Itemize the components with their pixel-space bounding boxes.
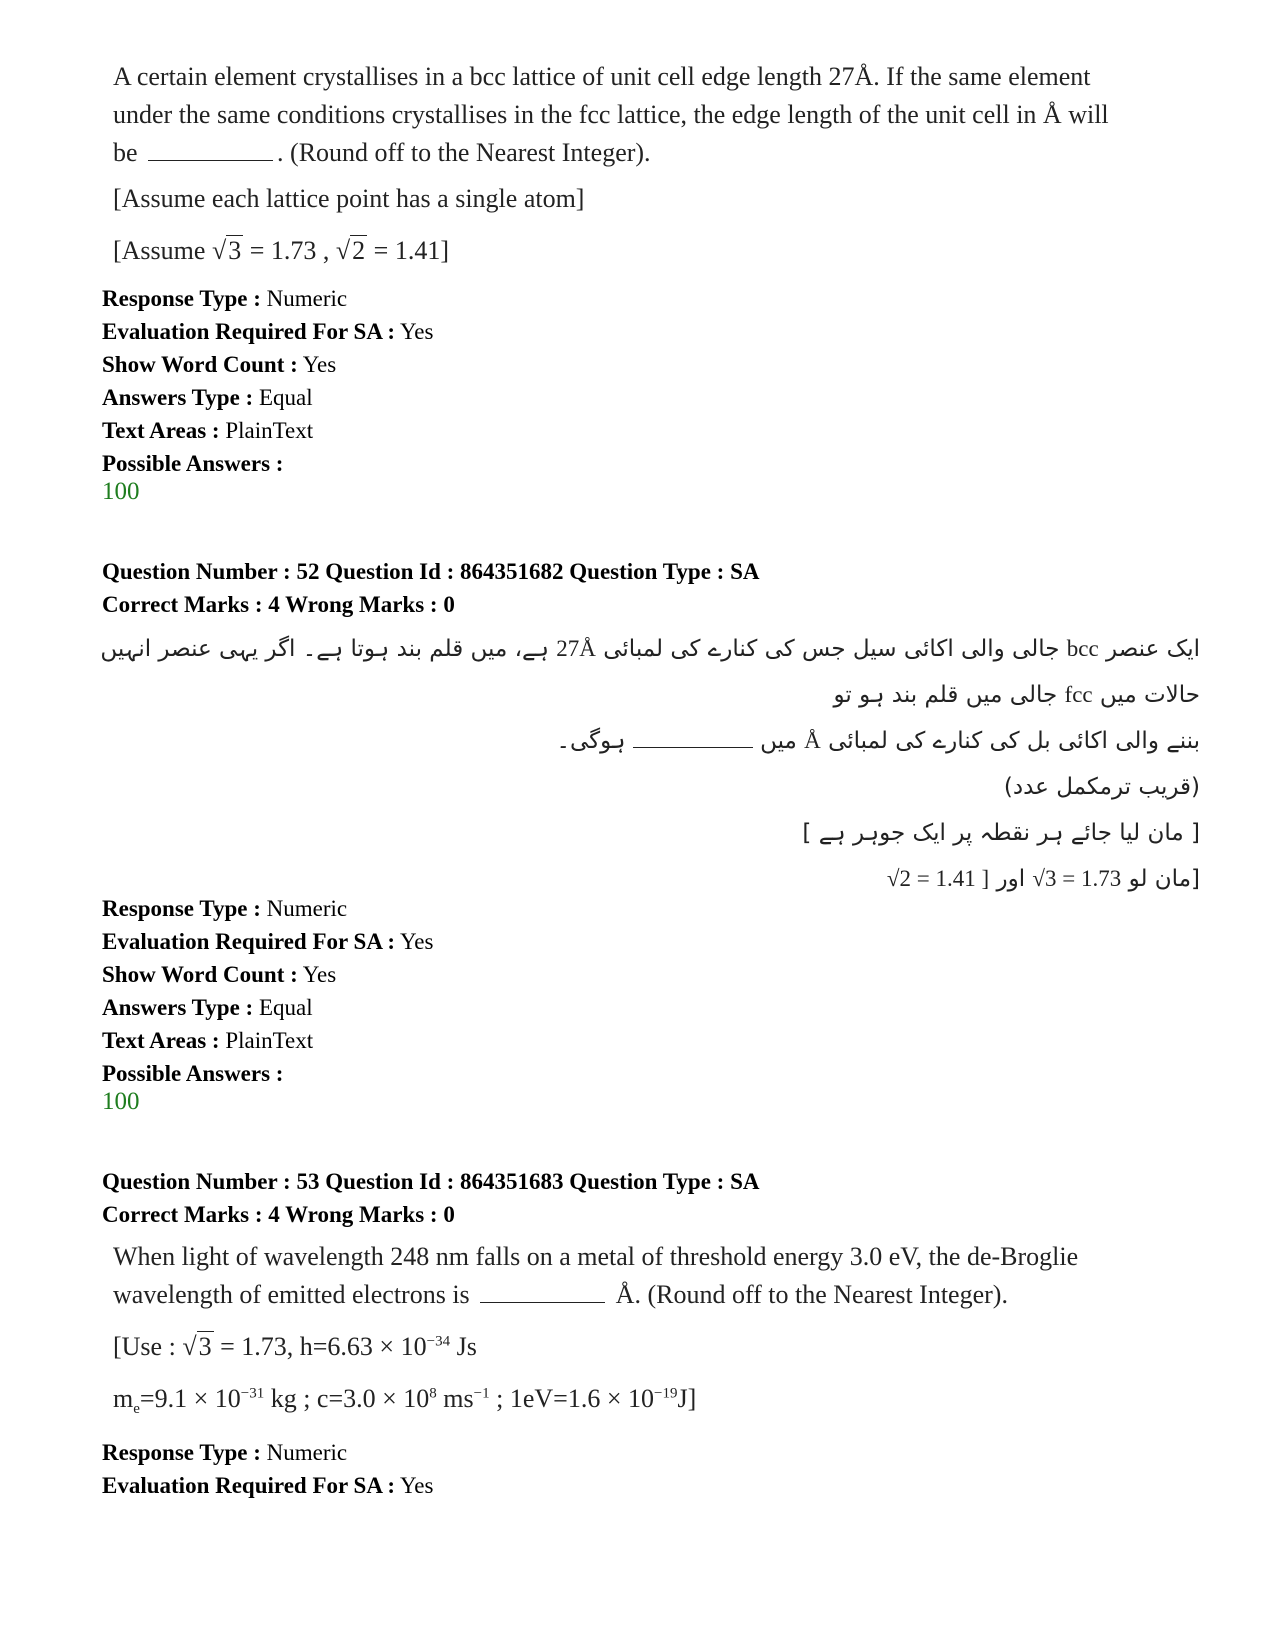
answer-blank [480,1280,605,1303]
q53-line2: wavelength of emitted electrons is Å. (Round off to the Nearest Integer). [113,1280,1008,1309]
meta-row: Evaluation Required For SA : Yes [102,929,434,954]
meta-row: Show Word Count : Yes [102,352,337,377]
q51-text [113,58,1198,270]
q51-answer: 100 [102,478,140,505]
urdu-line5: [مان لو √3 = 1.73 اور √2 = 1.41 ] [886,866,1200,892]
q53-constants-1: [Use : √3 = 1.73, $h=6.63 \times 10^{-34}$ Js [113,1328,1198,1366]
answer-blank [148,138,273,161]
meta-row: Answers Type : Equal [102,385,313,410]
marks-info: Correct Marks : 4 Wrong Marks : 0 [102,1202,455,1227]
sqrt-symbol: √3 [211,236,242,265]
urdu-line4: [ مان لیا جائے ہر نقطہ پر ایک جوہر ہے ] [802,820,1200,846]
sqrt-symbol: √2 [335,236,366,265]
q51-meta [102,282,433,480]
meta-row: Response Type : Numeric [102,286,348,311]
meta-row: Text Areas : PlainText [102,1028,314,1053]
q52-urdu-text [100,626,1200,902]
q51-line3: be . (Round off to the Nearest Integer). [113,138,651,167]
question-info: Question Number : 52 Question Id : 864351682 Question Type : SA [102,559,760,584]
q51-line2: under the same conditions crystallises in the fcc lattice, the edge length of the unit cell in Å will [113,100,1109,129]
meta-row: Possible Answers : [102,451,284,476]
meta-row: Answers Type : Equal [102,995,313,1020]
meta-row: Show Word Count : Yes [102,962,337,987]
q52-answer: 100 [102,1088,140,1115]
urdu-line1: ایک عنصر bcc جالی والی اکائی سیل جس کی کنارے کی لمبائی 27Å ہے، میں قلم بند ہوتا ہے۔ اگر یہی عنصر انہیں حالات میں fcc جالی میں قلم بند ہو تو [100,636,1200,708]
q52-header [102,555,760,621]
answer-blank [633,727,753,748]
meta-row: Response Type : Numeric [102,1440,348,1465]
q53-text [113,1238,1198,1418]
sqrt-symbol: √3 [182,1332,212,1361]
q53-line1: When light of wavelength 248 nm falls on a metal of threshold energy 3.0 eV, the de-Broglie [113,1242,1079,1271]
meta-row: Possible Answers : [102,1061,284,1086]
q52-meta [102,892,433,1090]
q53-header [102,1165,760,1231]
urdu-line3: (قریب ترمکمل عدد) [1003,774,1200,800]
marks-info: Correct Marks : 4 Wrong Marks : 0 [102,592,455,617]
meta-row: Response Type : Numeric [102,896,348,921]
urdu-line2: بننے والی اکائی بل کی کنارے کی لمبائی Å میں ہوگی۔ [556,728,1200,754]
q53-meta [102,1436,433,1502]
q51-note2: [Assume √3 = 1.73 , √2 = 1.41] [113,232,1198,270]
meta-row: Evaluation Required For SA : Yes [102,319,434,344]
meta-row: Evaluation Required For SA : Yes [102,1473,434,1498]
question-info: Question Number : 53 Question Id : 864351683 Question Type : SA [102,1169,760,1194]
q51-note1: [Assume each lattice point has a single atom] [113,184,585,213]
q53-constants-2: $m_e=9.1 \times 10^{-31}$ kg ; $c=3.0 \times 10^8$ $ms^{-1}$ ; $1eV=1.6 \times 10^{-19}J$] [113,1384,697,1418]
meta-row: Text Areas : PlainText [102,418,314,443]
q51-line1: A certain element crystallises in a bcc lattice of unit cell edge length 27Å. If the same element [113,62,1091,91]
